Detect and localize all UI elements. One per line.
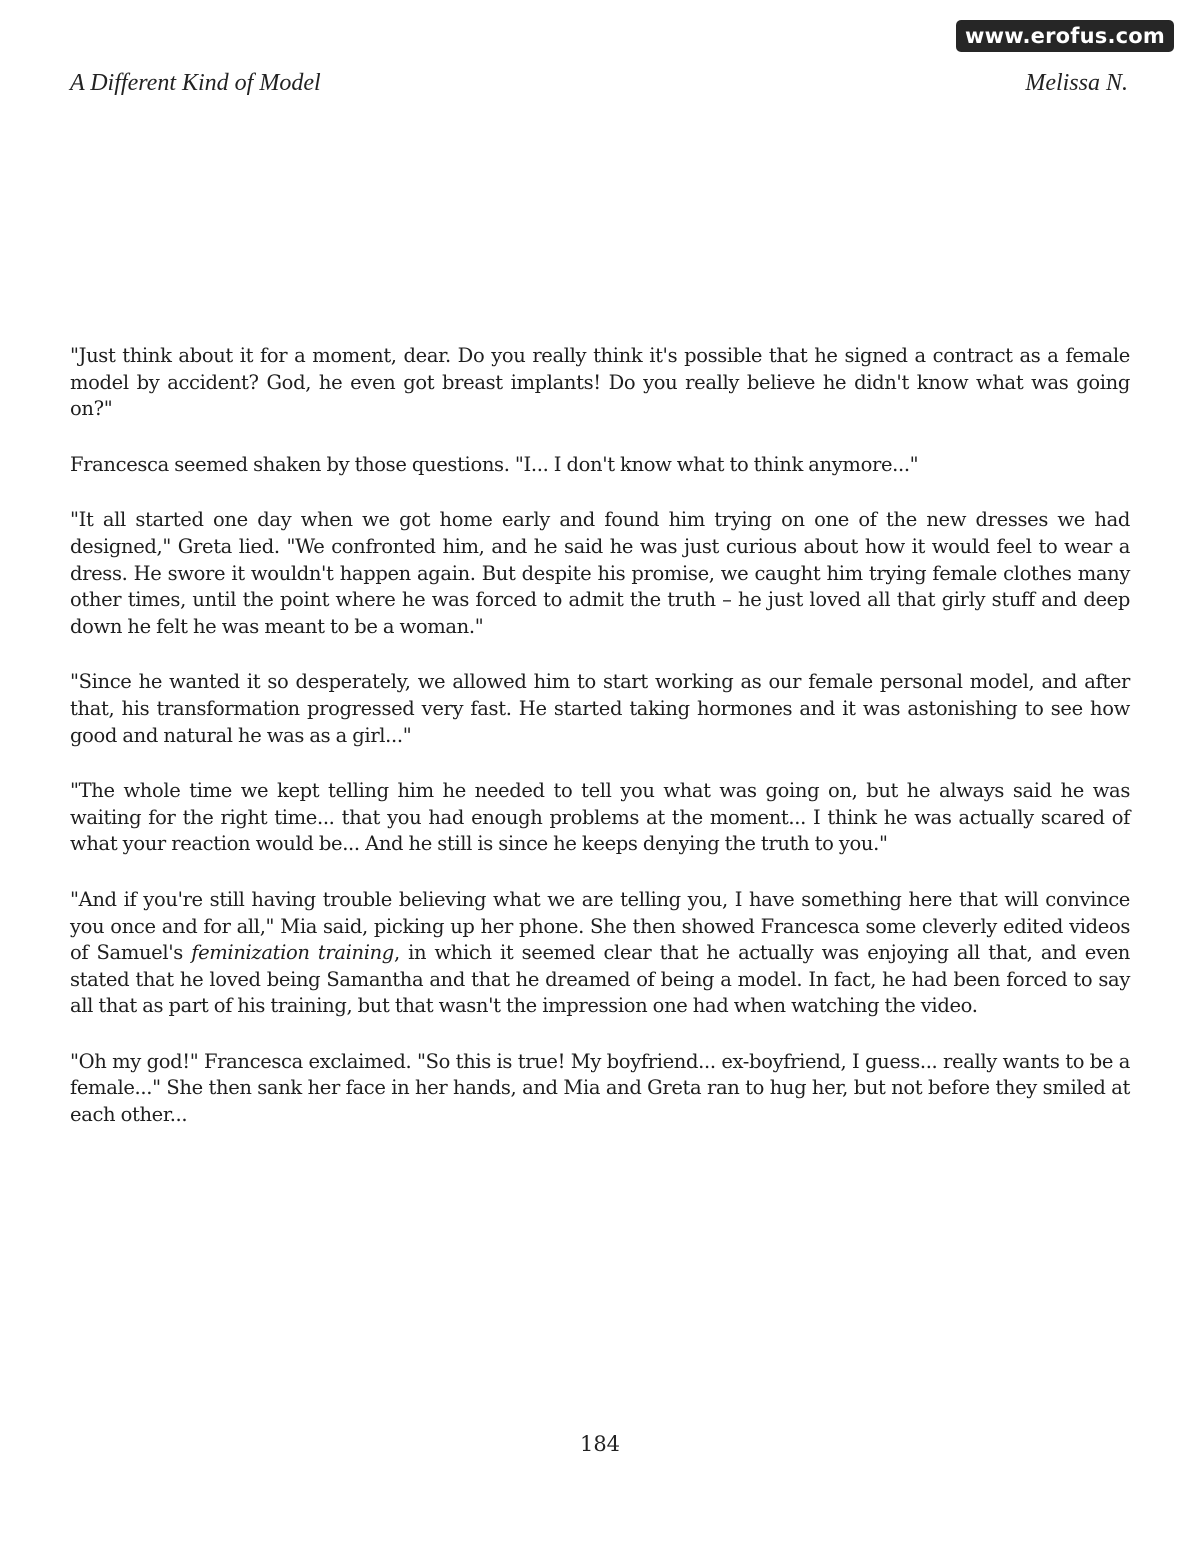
page-number: 184 — [579, 1432, 621, 1456]
paragraph-6 — [70, 887, 1130, 1020]
paragraph-6-text-after: , in which it seemed clear that he actually was enjoying all that, and even stated that he loved being Samantha and that he dreamed of being a model. In fact, he had been forced to say all that as part of his training, but that wasn't the impression one had when watching the video. — [70, 941, 1130, 1018]
paragraph-6-emphasis: feminization training — [191, 941, 394, 965]
paragraph-1: "Just think about it for a moment, dear. Do you really think it's possible that he signed a contract as a female model by accident? God, he even got breast implants! Do you really believe he didn't know what was going on?" — [70, 344, 1130, 421]
watermark-logo: www.erofus.com — [956, 20, 1174, 52]
paragraph-3: "It all started one day when we got home early and found him trying on one of the new dresses we had designed," Greta lied. "We confronted him, and he said he was just curious about how it would feel to wear a dress. He swore it wouldn't happen again. But despite his promise, we caught him trying female clothes many other times, until the point where he was forced to admit the truth – he just loved all that girly stuff and deep down he felt he was meant to be a woman." — [70, 508, 1130, 638]
paragraph-7: "Oh my god!" Francesca exclaimed. "So this is true! My boyfriend... ex-boyfriend, I guess... really wants to be a female..." She then sank her face in her hands, and Mia and Greta ran to hug her, but not before they smiled at each other... — [70, 1049, 1130, 1127]
paragraph-4: "Since he wanted it so desperately, we allowed him to start working as our female personal model, and after that, his transformation progressed very fast. He started taking hormones and it was astonishing to see how good and natural he was as a girl..." — [70, 670, 1130, 747]
running-header-author: Melissa N. — [1025, 70, 1128, 96]
paragraph-5: "The whole time we kept telling him he needed to tell you what was going on, but he always said he was waiting for the right time... that you had enough problems at the moment... I think he was actually scared of what your reaction would be... And he still is since he keeps denying the truth to you." — [70, 779, 1130, 856]
paragraph-6-text-before: "And if you're still having trouble believing what we are telling you, I have something here that will convince you once and for all," Mia said, picking up her phone. She then showed Francesca some cleverly edited videos of Samuel's — [70, 887, 1130, 965]
running-header-title: A Different Kind of Model — [70, 70, 321, 96]
paragraph-2: Francesca seemed shaken by those questions. "I... I don't know what to think anymore..." — [70, 452, 919, 476]
page-body — [70, 343, 1130, 1158]
